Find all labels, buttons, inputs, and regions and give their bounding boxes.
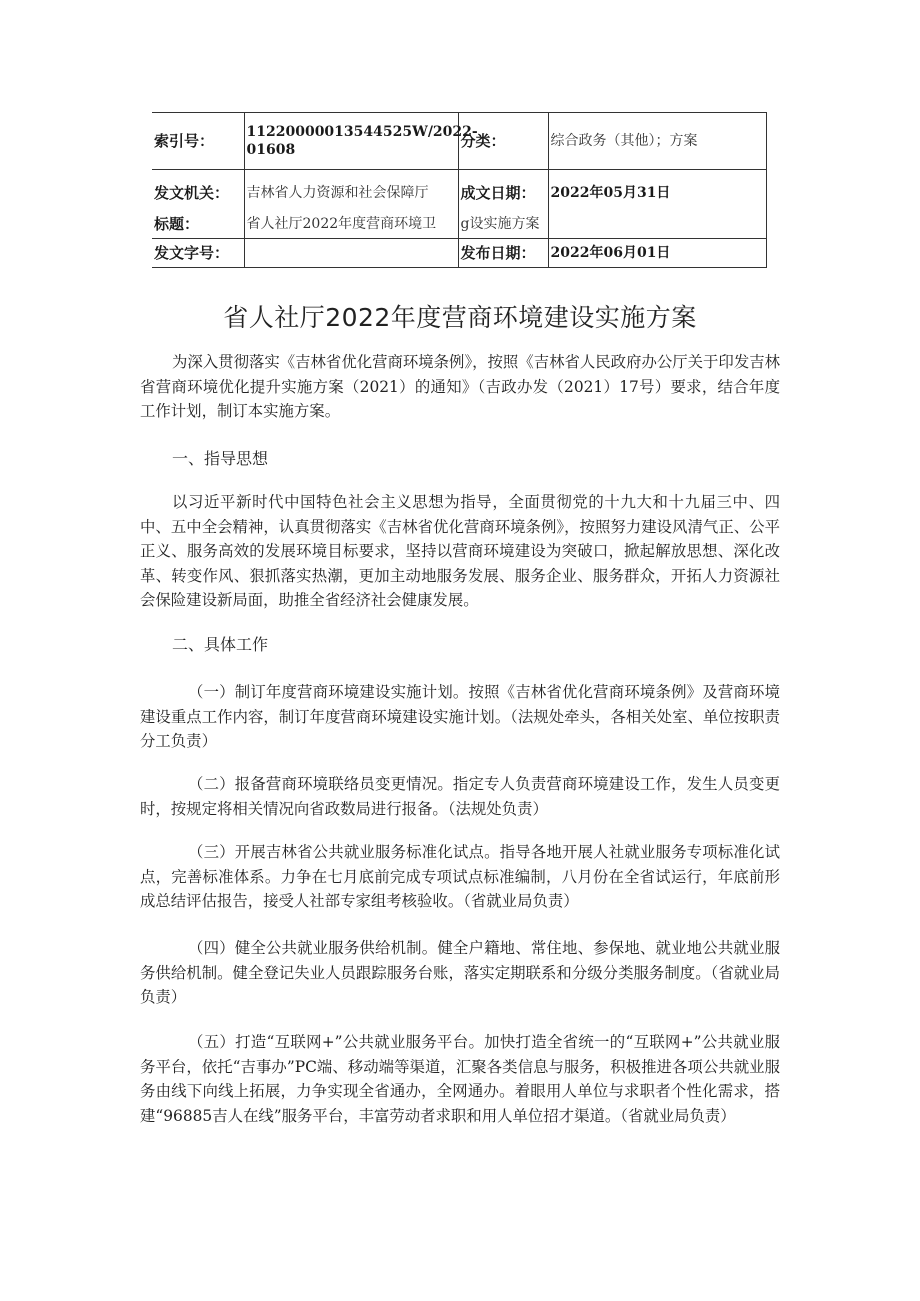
date-value: 2022年05月31日 — [548, 170, 766, 217]
subject-value-a: 省人社厅2022年度营商环境卫 — [244, 216, 458, 239]
pub-date-value: 2022年06月01日 — [548, 239, 766, 268]
work-item-4: （四）健全公共就业服务供给机制。健全户籍地、常住地、参保地、就业地公共就业服务供给机制。健全登记失业人员跟踪服务台账，落实定期联系和分级分类服务制度。（省就业局负责） — [140, 939, 780, 1006]
docno-value — [244, 239, 458, 268]
category-value: 综合政务（其他）；方案 — [548, 113, 766, 170]
docno-label: 发文字号： — [152, 239, 244, 268]
category-label: 分类： — [458, 113, 548, 170]
work-item-2: （二）报备营商环境联络员变更情况。指定专人负责营商环境建设工作，发生人员变更时，按规定将相关情况向省政数局进行报备。（法规处负责） — [140, 775, 780, 818]
work-item-3: （三）开展吉林省公共就业服务标准化试点。指导各地开展人社就业服务专项标准化试点，完善标准体系。力争在七月底前完成专项试点标准编制，八月份在全省试运行，年底前形成总结评估报告，接受人社部专家组考核验收。（省就业局负责） — [140, 843, 780, 910]
guiding-ideology-paragraph: 以习近平新时代中国特色社会主义思想为指导，全面贯彻党的十九大和十九届三中、四中、五中全会精神，认真贯彻落实《吉林省优化营商环境条例》，按照努力建设风清气正、公平正义、服务高效的发展环境目标要求，坚持以营商环境建设为突破口，掀起解放思想、深化改革、转变作风、狠抓落实热潮，更加主动地服务发展、服务企业、服务群众，开拓人力资源社会保险建设新局面，助推全省经济社会健康发展。 — [140, 493, 780, 609]
pub-date-label: 发布日期： — [458, 239, 548, 268]
metadata-row-subject — [152, 216, 766, 239]
intro-paragraph: 为深入贯彻落实《吉林省优化营商环境条例》，按照《吉林省人民政府办公厅关于印发吉林省营商环境优化提升实施方案（2021）的通知》（吉政办发（2021）17号）要求，结合年度工作计划，制订本实施方案。 — [140, 353, 780, 420]
metadata-row-index — [152, 113, 766, 170]
work-item-1: （一）制订年度营商环境建设实施计划。按照《吉林省优化营商环境条例》及营商环境建设重点工作内容，制订年度营商环境建设实施计划。（法规处牵头，各相关处室、单位按职责分工负责） — [140, 683, 780, 750]
document-title: 省人社厅2022年度营商环境建设实施方案 — [223, 303, 697, 332]
section-heading-specific-work: 二、具体工作 — [172, 635, 269, 654]
date-label: 成文日期： — [458, 170, 548, 217]
subject-label: 标题： — [154, 215, 200, 233]
index-value: 11220000013544525W/2022-01608 — [244, 113, 458, 170]
document-metadata-table — [152, 112, 767, 268]
metadata-row-issuer — [152, 170, 766, 217]
index-label: 索引号： — [152, 113, 244, 170]
work-item-5: （五）打造“互联网+”公共就业服务平台。加快打造全省统一的“互联网+”公共就业服务平台，依托“吉事办”PC端、移动端等渠道，汇聚各类信息与服务，积极推进各项公共就业服务由线下向线上拓展，力争实现全省通办，全网通办。着眼用人单位与求职者个性化需求，搭建“96885吉人在线”服务平台，丰富劳动者求职和用人单位招才渠道。（省就业局负责） — [140, 1033, 780, 1125]
issuer-value: 吉林省人力资源和社会保障厅 — [244, 170, 458, 217]
subject-empty-cell — [548, 216, 766, 239]
metadata-row-docno — [152, 239, 766, 268]
subject-value-b: g设实施方案 — [458, 216, 548, 239]
section-heading-guiding-ideology: 一、指导思想 — [172, 449, 269, 468]
issuer-label: 发文机关： — [154, 183, 230, 202]
